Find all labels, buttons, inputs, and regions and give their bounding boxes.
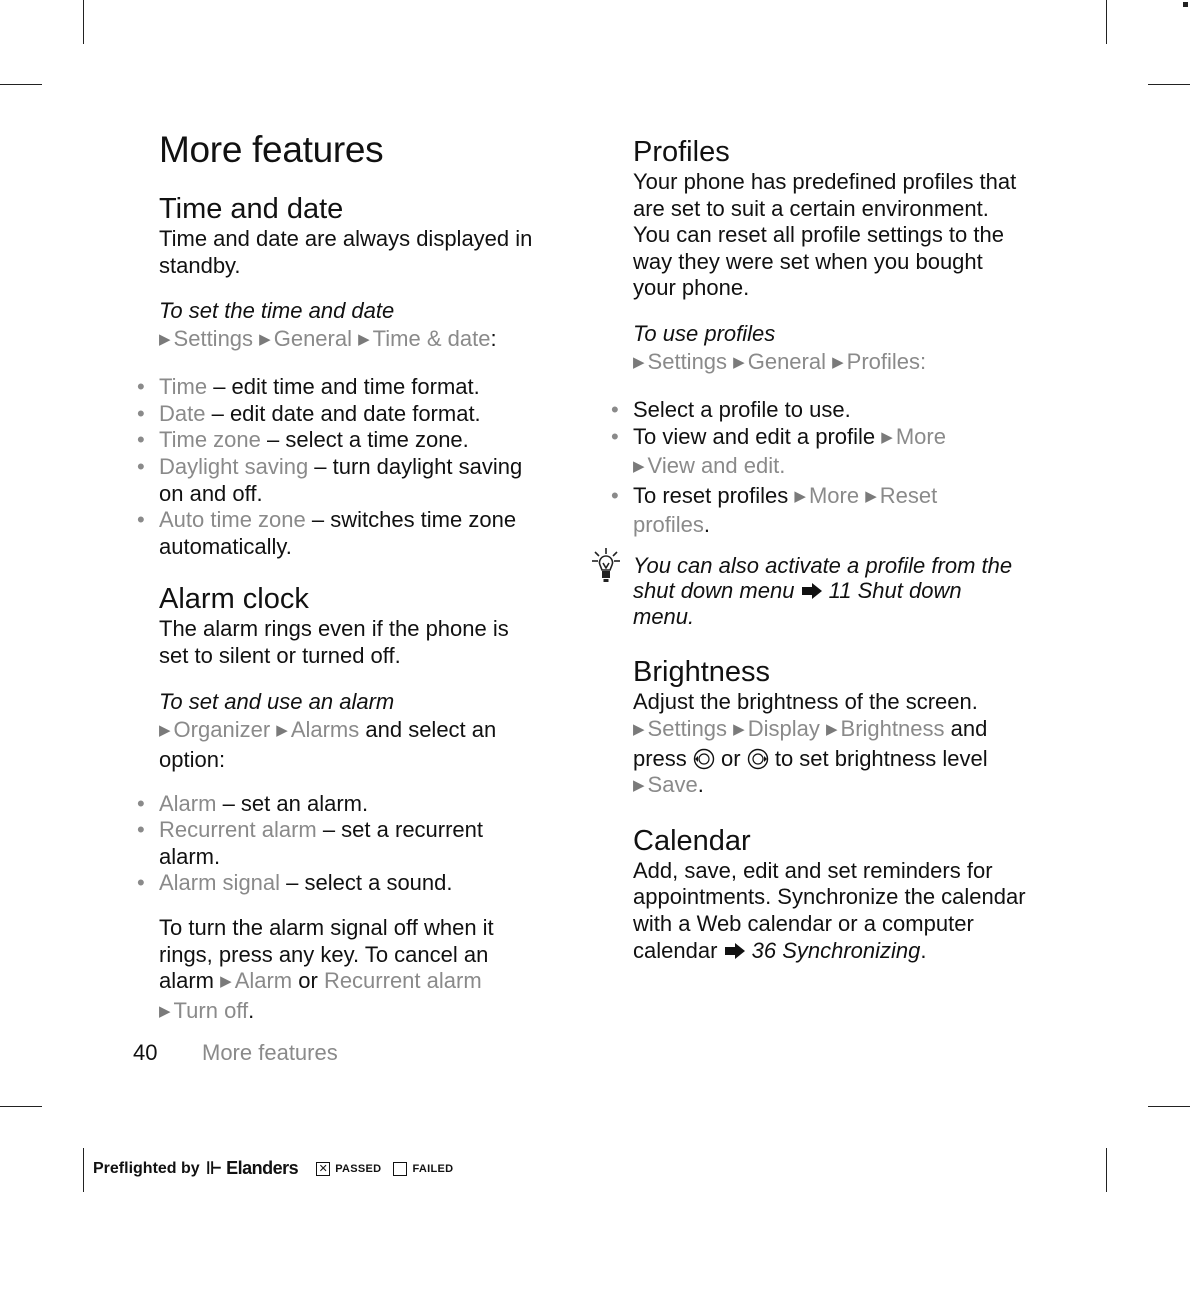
alarm-options <box>137 790 579 897</box>
bullet-icon: • <box>137 507 145 533</box>
crop-mark <box>1148 84 1190 85</box>
passed-label: PASSED <box>335 1162 382 1175</box>
right-column <box>611 135 1053 964</box>
alarm-intro: The alarm rings even if the phone is set to silent or turned off. <box>159 616 509 668</box>
crop-mark <box>1106 1148 1107 1192</box>
section-heading-brightness: Brightness <box>633 656 771 689</box>
procedure-title: To set and use an alarm <box>159 688 395 714</box>
crop-mark <box>1106 0 1107 44</box>
crop-mark <box>83 1148 84 1192</box>
list-item: • Date – edit date and date format. <box>137 400 481 426</box>
arrow-right-icon: ▶ <box>159 1002 171 1020</box>
crop-mark <box>0 84 42 85</box>
list-item: • Time zone – select a time zone. <box>137 427 469 453</box>
bullet-icon: • <box>137 870 145 896</box>
arrow-right-icon: ▶ <box>865 487 877 505</box>
lightbulb-tip-icon <box>589 547 623 585</box>
section-heading-profiles: Profiles <box>633 136 730 168</box>
elanders-logo: ⊩ Elanders <box>205 1158 299 1178</box>
arrow-right-icon: ▶ <box>633 353 645 371</box>
arrow-right-icon: ▶ <box>733 721 745 739</box>
failed-label: FAILED <box>412 1162 454 1175</box>
list-item: • Alarm signal – select a sound. <box>137 870 453 896</box>
list-item: • Recurrent alarm – set a recurrent alarm. <box>137 817 484 869</box>
time-date-intro: Time and date are always displayed in standby. <box>159 226 533 278</box>
passed-checkbox-icon: ✕ <box>316 1162 330 1176</box>
bullet-icon: • <box>137 427 145 453</box>
arrow-right-icon: ▶ <box>159 721 171 739</box>
see-page-arrow-icon <box>801 582 823 600</box>
bullet-icon: • <box>137 453 145 479</box>
arrow-right-icon: ▶ <box>832 353 844 371</box>
arrow-right-icon: ▶ <box>633 777 645 795</box>
menu-path: ▶ Organizer ▶ Alarms and select an option: <box>159 716 497 772</box>
arrow-right-icon: ▶ <box>159 331 171 349</box>
section-heading-alarm: Alarm clock <box>159 583 309 616</box>
arrow-right-icon: ▶ <box>220 973 232 991</box>
bullet-icon: • <box>137 374 145 400</box>
crop-mark <box>83 0 84 44</box>
left-column <box>137 128 579 1027</box>
procedure-title: To set the time and date <box>159 298 395 324</box>
section-heading-time-date: Time and date <box>159 193 344 225</box>
arrow-right-icon: ▶ <box>259 331 271 349</box>
tip-note: You can also activate a profile from the shut down menu 11 Shut down menu. <box>633 553 1053 630</box>
list-item: • To reset profiles ▶ More ▶ Reset profiles. <box>611 482 938 538</box>
calendar-text: Add, save, edit and set reminders for appointments. Synchronize the calendar with a Web calendar or a computer calendar 36 Synchronizing. <box>633 857 1026 963</box>
preflight-label: Preflighted by <box>93 1159 200 1177</box>
failed-checkbox-icon <box>393 1162 407 1176</box>
brightness-text: Adjust the brightness of the screen. ▶ Settings ▶ Display ▶ Brightness and press or to set brightness level ▶ Save. <box>633 689 1053 801</box>
profiles-intro: Your phone has predefined profiles that are set to suit a certain environment. You can reset all profile settings to the way they were set when you bought your phone. <box>633 169 1017 301</box>
list-item: • Time – edit time and time format. <box>137 374 480 400</box>
list-item: • Select a profile to use. <box>611 396 851 422</box>
alarm-note: To turn the alarm signal off when it rings, press any key. To cancel an alarm ▶ Alarm or Recurrent alarm ▶ Turn off. <box>159 915 579 1027</box>
profile-options <box>611 396 1053 539</box>
list-item: • Alarm – set an alarm. <box>137 790 369 816</box>
arrow-right-icon: ▶ <box>794 487 806 505</box>
list-item: • Auto time zone – switches time zone automatically. <box>137 507 517 559</box>
page-title: More features <box>159 129 384 170</box>
bullet-icon: • <box>611 423 619 449</box>
arrow-right-icon: ▶ <box>881 428 893 446</box>
list-item: • Daylight saving – turn daylight saving on and off. <box>137 453 523 506</box>
crop-mark <box>0 1106 42 1107</box>
preflight-stamp <box>93 1158 453 1179</box>
footer-section-title: More features <box>202 1040 338 1065</box>
menu-path: ▶ Settings ▶ General ▶ Profiles: <box>633 348 1053 379</box>
nav-key-left-icon <box>693 748 715 770</box>
arrow-right-icon: ▶ <box>276 721 288 739</box>
arrow-right-icon: ▶ <box>633 721 645 739</box>
see-page-arrow-icon <box>724 942 746 960</box>
arrow-right-icon: ▶ <box>825 721 838 739</box>
arrow-right-icon: ▶ <box>633 458 645 476</box>
time-date-options <box>137 374 579 560</box>
arrow-right-icon: ▶ <box>733 353 745 371</box>
nav-key-right-icon <box>747 748 769 770</box>
arrow-right-icon: ▶ <box>358 331 370 349</box>
list-item: • To view and edit a profile ▶ More ▶ View and edit. <box>633 424 1053 483</box>
bullet-icon: • <box>611 396 619 422</box>
menu-path: ▶ Settings ▶ General ▶ Time & date: <box>159 325 579 356</box>
procedure-title: To use profiles <box>633 320 776 346</box>
crop-dot <box>1183 2 1188 7</box>
section-heading-calendar: Calendar <box>633 824 751 857</box>
page-number: 40 <box>133 1040 158 1065</box>
bullet-icon: • <box>137 817 145 843</box>
bullet-icon: • <box>137 790 145 816</box>
bullet-icon: • <box>137 400 145 426</box>
bullet-icon: • <box>611 482 619 508</box>
crop-mark <box>1148 1106 1190 1107</box>
